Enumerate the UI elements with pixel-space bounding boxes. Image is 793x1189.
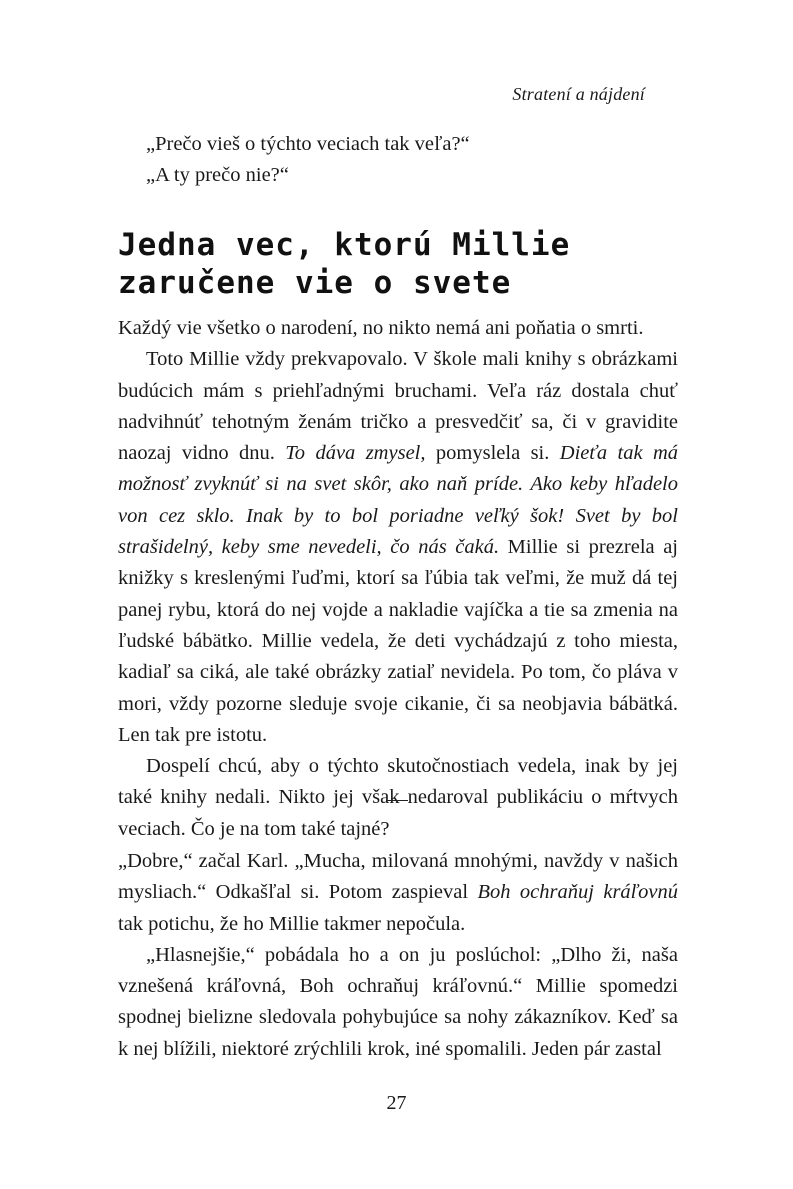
running-head: Stratení a nájdení: [512, 84, 645, 104]
paragraph: Dospelí chcú, aby o týchto skutočnostiach vedela, inak by jej také knihy nedali. Nikto jej však nedaroval publikáciu o mŕtvych veciach. Čo je na tom také tajné?: [118, 755, 678, 840]
paragraph: [118, 344, 678, 751]
italic-thought: To dáva zmysel,: [285, 442, 426, 465]
paragraph-text: „Dobre,“ začal Karl. „Mucha, milovaná mnohými, navždy v našich mysliach.“ Odkašľal si. Potom zaspieval: [118, 850, 678, 904]
paragraph: [118, 846, 678, 940]
section-two-body: [118, 846, 678, 1065]
dialogue-line-1: „Prečo vieš o týchto veciach tak veľa?“: [146, 133, 470, 155]
section-one-body: [118, 313, 678, 845]
section-divider: [386, 800, 408, 801]
page-number: 27: [386, 1092, 407, 1114]
paragraph-text: pomyslela si.: [425, 442, 560, 465]
paragraph-text: Millie si prezrela aj knižky s kreslenými ľuďmi, ktorí sa ľúbia tak veľmi, že muž dá tej panej rybu, ktorá do nej vojde a nakladie vajíčka a tie sa zmenia na ľudské bábätko. Millie vedela, že deti vychádzajú z toho miesta, kadiaľ sa ciká, ale také obrázky zatiaľ nevidela. Po tom, čo pláva v mori, vždy pozorne sleduje svoje cikanie, či sa neobjavia bábätká. Len tak pre istotu.: [118, 536, 678, 746]
section-heading-line-2: zaručene vie o svete: [118, 265, 512, 301]
paragraph: Každý vie všetko o narodení, no nikto nemá ani poňatia o smrti.: [118, 317, 644, 339]
opening-dialogue: [118, 129, 678, 192]
paragraph-text: Toto Millie vždy prekvapovalo. V škole mali knihy s obrázkami budúcich mám s priehľadnými bruchami. Veľa ráz dostala chuť nadvihnúť tehotným ženám tričko a presvedčiť sa, či v gravidite naozaj vidno dnu.: [118, 348, 678, 465]
song-title: Boh ochraňuj kráľovnú: [477, 881, 678, 904]
section-heading: [118, 226, 678, 302]
section-heading-line-1: Jedna vec, ktorú Millie: [118, 227, 571, 263]
paragraph-text: tak potichu, že ho Millie takmer nepočula.: [118, 912, 466, 935]
dialogue-line-2: „A ty prečo nie?“: [146, 164, 289, 187]
paragraph: „Hlasnejšie,“ pobádala ho a on ju poslúchol: „Dlho ži, naša vznešená kráľovná, Boh ochraňuj kráľovnú.“ Millie spomedzi spodnej bielizne sledovala pohybujúce sa nohy zákazníkov. Keď sa k nej blížili, niektoré zrýchlili krok, iné spomalili. Jeden pár zastal: [118, 943, 678, 1060]
italic-thought: Dieťa tak má možnosť zvyknúť si na svet skôr, ako naň príde. Ako keby hľadelo von cez sklo. Inak by to bol poriadne veľký šok! Svet by bol strašidelný, keby sme nevedeli, čo nás čaká.: [118, 442, 678, 559]
